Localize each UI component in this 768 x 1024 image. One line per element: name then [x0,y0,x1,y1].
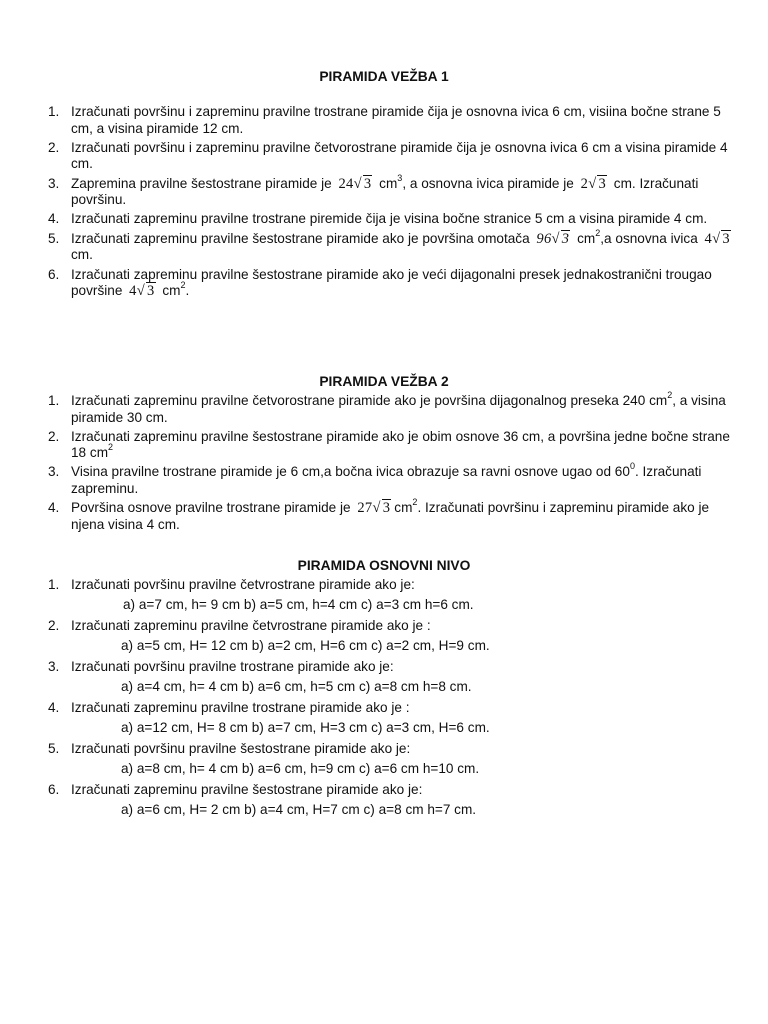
math-expression: 27√ 3 [357,500,391,516]
sub-answers: a) a=7 cm, h= 9 cm b) a=5 cm, h=4 cm c) a=3 cm h=6 cm. [123,596,474,612]
sub-answers: a) a=5 cm, H= 12 cm b) a=2 cm, H=6 cm c) a=2 cm, H=9 cm. [121,637,490,653]
list-item: 5. Izračunati površinu pravilne šestostrane piramide ako je: a) a=8 cm, h= 4 cm b) a=6 cm, h=9 cm c) a=6 cm h=10 cm. [48,741,738,777]
exercise-list-vezba-1 [48,104,738,302]
list-item: 6. Izračunati zapreminu pravilne šestostrane piramide ako je: a) a=6 cm, H= 2 cm b) a=4 cm, H=7 cm c) a=8 cm h=7 cm. [48,782,738,818]
list-item: 3. Visina pravilne trostrane piramide je 6 cm,a bočna ivica obrazuje sa ravni osnove ugao od $60^0$. Izračunati zapreminu. [48,461,702,496]
list-item: 6. Izračunati zapreminu pravilne šestostrane piramide ako je veći dijagonalni presek jednakostranični trougao površine 4√ 3 $cm^2$. [48,266,712,299]
exercise-list-osnovni-nivo [48,577,738,823]
list-item: 1. Izračunati površinu i zapreminu pravilne trostrane piramide čija je osnovna ivica 6 cm, visiina bočne strane 5 cm, a visina piramide 12 cm. [48,104,721,136]
list-item: 1. Izračunati površinu pravilne četvrostrane piramide ako je: a) a=7 cm, h= 9 cm b) a=5 cm, h=4 cm c) a=3 cm h=6 cm. [48,577,738,613]
sub-answers: a) a=4 cm, h= 4 cm b) a=6 cm, h=5 cm c) a=8 cm h=8 cm. [121,678,472,694]
list-item: 3. Zapremina pravilne šestostrane piramide je 24√ 3 $cm^3$, a osnovna ivica piramide je 2√ 3 cm. Izračunati površinu. [48,172,699,207]
math-expression: 2√ 3 [580,175,607,192]
math-expression: 24√ 3 [338,175,372,192]
list-item: 5. Izračunati zapreminu pravilne šestostrane piramide ako je površina omotača 96√ 3 $cm^2,a$ osnovna ivica 4√ 3 cm. [48,227,730,262]
math-expression: 4√ 3 [129,283,155,299]
list-item: 2. Izračunati zapreminu pravilne šestostrane piramide ako je obim osnove 36 cm, a površina jedne bočne strane 18 $cm^2$ [48,428,730,460]
list-item: 4. Površina osnove pravilne trostrane piramide je 27√ 3 $cm^2$. Izračunati površinu i zapreminu piramide ako je njena visina 4 cm. [48,497,710,532]
math-expression: 4√ 3 [704,230,730,247]
section-title-osnovni-nivo: PIRAMIDA OSNOVNI NIVO [297,558,471,573]
list-item: 4. Izračunati zapreminu pravilne trostrane piramide ako je : a) a=12 cm, H= 8 cm b) a=7 cm, H=3 cm c) a=3 cm, H=6 cm. [48,700,738,736]
list-item: 1. Izračunati zapreminu pravilne četvorostrane piramide ako je površina dijagonalnog preseka 240 $cm^2$, a visina piramide 30 cm. [48,390,726,425]
list-item: 2. Izračunati površinu i zapreminu pravilne četvorostrane piramide čija je osnovna ivica 6 cm a visina piramide 4 cm. [48,139,728,171]
section-title-vezba-2: PIRAMIDA VEŽBA 2 [319,374,449,389]
list-item: 2. Izračunati zapreminu pravilne četvrostrane piramide ako je : a) a=5 cm, H= 12 cm b) a=2 cm, H=6 cm c) a=2 cm, H=9 cm. [48,618,738,654]
sub-answers: a) a=6 cm, H= 2 cm b) a=4 cm, H=7 cm c) a=8 cm h=7 cm. [121,801,477,817]
exercise-list-vezba-2 [48,390,738,536]
section-title-vezba-1: PIRAMIDA VEŽBA 1 [319,69,449,84]
list-item: 3. Izračunati površinu pravilne trostrane piramide ako je: a) a=4 cm, h= 4 cm b) a=6 cm, h=5 cm c) a=8 cm h=8 cm. [48,659,738,695]
sub-answers: a) a=12 cm, H= 8 cm b) a=7 cm, H=3 cm c) a=3 cm, H=6 cm. [121,719,490,735]
math-expression: 96√ 3 [536,230,570,247]
list-item: 4. Izračunati zapreminu pravilne trostrane piremide čija je visina bočne stranice 5 cm a visina piramide 4 cm. [48,211,708,226]
sub-answers: a) a=8 cm, h= 4 cm b) a=6 cm, h=9 cm c) a=6 cm h=10 cm. [121,760,480,776]
